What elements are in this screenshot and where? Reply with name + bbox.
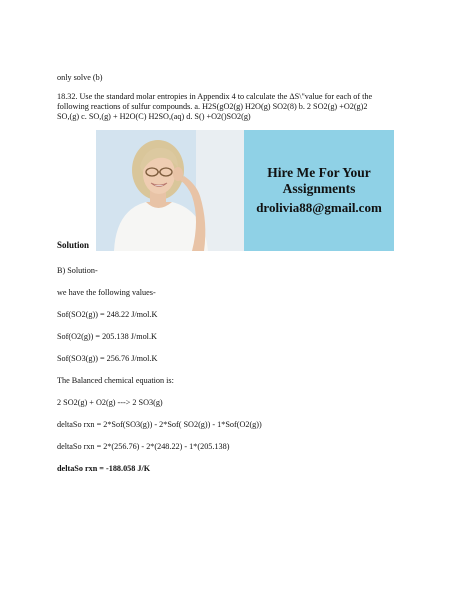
solution-line: Sof(SO2(g)) = 248.22 J/mol.K <box>57 310 158 319</box>
intro-text: only solve (b) <box>57 73 103 82</box>
question-line: 18.32. Use the standard molar entropies in Appendix 4 to calculate the ΔS\"value for each of the <box>57 92 373 101</box>
ad-headline: Hire Me For Your <box>267 165 371 180</box>
solution-line: deltaSo rxn = 2*(256.76) - 2*(248.22) - 1*(205.138) <box>57 442 230 451</box>
solution-line: 2 SO2(g) + O2(g) ---> 2 SO3(g) <box>57 398 163 407</box>
ad-banner <box>96 130 394 251</box>
solution-line: Sof(SO3(g)) = 256.76 J/mol.K <box>57 354 158 363</box>
solution-line: B) Solution- <box>57 266 98 275</box>
question-line: SO,(g) c. SO,(g) + H2O(C) H2SO,(aq) d. S() +O2()SO2(g) <box>57 112 251 121</box>
woman-photo <box>96 130 244 251</box>
solution-heading: Solution <box>57 240 90 250</box>
ad-email: drolivia88@gmail.com <box>256 200 382 215</box>
solution-line: The Balanced chemical equation is: <box>57 376 174 385</box>
final-answer: deltaSo rxn = -188.058 J/K <box>57 464 151 473</box>
ad-subheadline: Assignments <box>282 181 356 196</box>
solution-line: Sof(O2(g)) = 205.138 J/mol.K <box>57 332 157 341</box>
question-line: following reactions of sulfur compounds. a. H2S(gO2(g) H2O(g) SO2(8) b. 2 SO2(g) +O2(g)2 <box>57 102 368 111</box>
ad-text-panel <box>244 130 394 251</box>
solution-line: we have the following values- <box>57 288 156 297</box>
woman-illustration <box>96 130 244 251</box>
solution-line: deltaSo rxn = 2*Sof(SO3(g)) - 2*Sof( SO2(g)) - 1*Sof(O2(g)) <box>57 420 262 429</box>
